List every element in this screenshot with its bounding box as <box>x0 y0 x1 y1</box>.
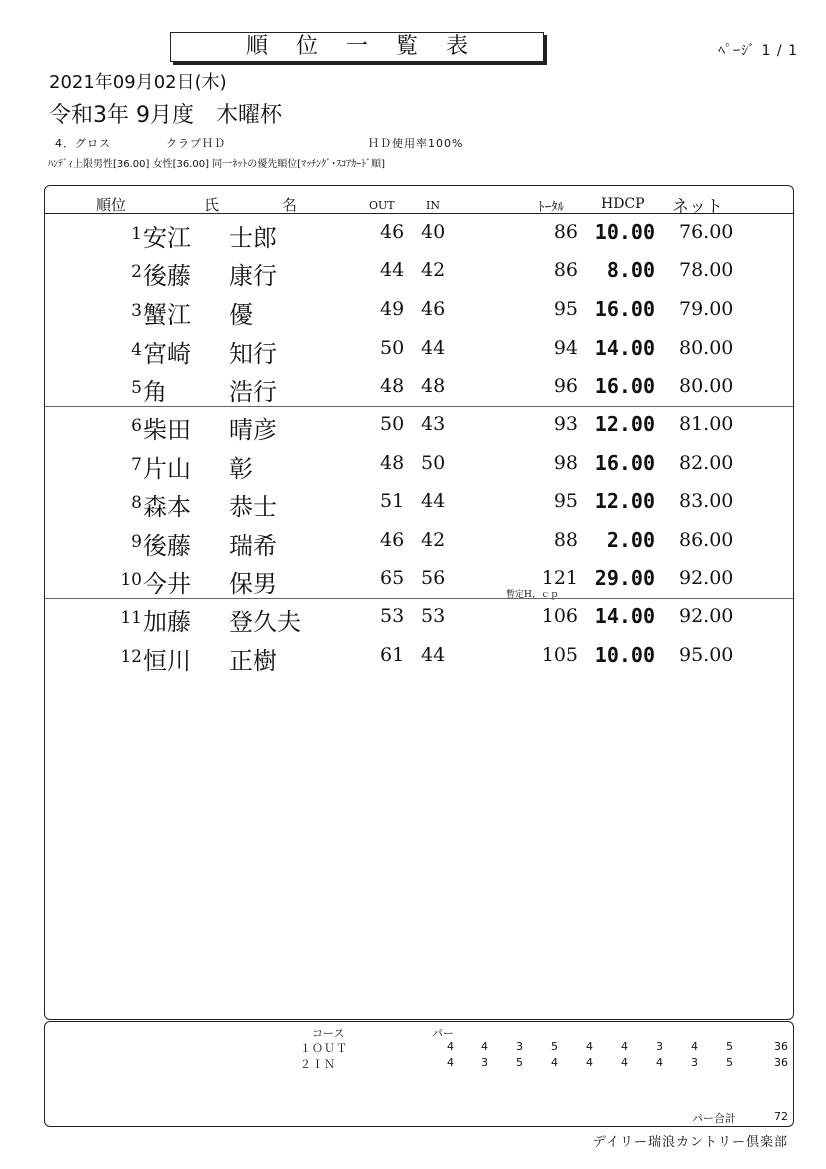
row-given-name: 瑞希 <box>229 532 277 560</box>
row-total-score: 95 <box>553 298 578 320</box>
row-total-score: 95 <box>553 490 578 512</box>
row-in-score: 44 <box>421 644 446 666</box>
row-net-score: 80.00 <box>679 375 734 397</box>
row-in-score: 48 <box>421 375 446 397</box>
club-name: デイリー瑞浪カントリー倶楽部 <box>592 1135 788 1150</box>
row-out-score: 50 <box>380 413 405 435</box>
category-label: 4．グロス <box>55 137 111 150</box>
hole-par: 3 <box>656 1040 663 1053</box>
row-hdcp: 16.00 <box>594 374 655 398</box>
row-family-name: 今井 <box>143 570 191 598</box>
row-total-score: 98 <box>553 452 578 474</box>
header-total: ﾄｰﾀﾙ <box>538 200 564 215</box>
row-net-score: 95.00 <box>679 644 734 666</box>
row-total-score: 106 <box>541 605 578 627</box>
event-name: 令和3年 9月度 木曜杯 <box>49 103 282 128</box>
hole-par: 4 <box>586 1056 593 1069</box>
club-hd-label: クラブＨＤ <box>166 137 226 150</box>
row-net-score: 80.00 <box>679 337 734 359</box>
row-hdcp: 12.00 <box>594 412 655 436</box>
hole-par: 5 <box>726 1056 733 1069</box>
row-out-score: 48 <box>380 375 405 397</box>
row-net-score: 92.00 <box>679 567 734 589</box>
row-out-score: 65 <box>380 567 405 589</box>
row-in-score: 42 <box>421 529 446 551</box>
row-in-score: 50 <box>421 452 446 474</box>
row-out-score: 51 <box>380 490 405 512</box>
hole-par: 4 <box>586 1040 593 1053</box>
group-divider <box>45 406 793 407</box>
course-name: ２ＩＮ <box>300 1058 336 1071</box>
row-net-score: 76.00 <box>679 221 734 243</box>
hole-par: 3 <box>516 1040 523 1053</box>
row-net-score: 81.00 <box>679 413 734 435</box>
row-net-score: 83.00 <box>679 490 734 512</box>
row-rank: 6 <box>131 416 142 436</box>
row-given-name: 知行 <box>229 340 277 368</box>
header-hdcp: HDCP <box>601 196 645 212</box>
hole-par: 4 <box>551 1056 558 1069</box>
row-total-score: 86 <box>553 259 578 281</box>
row-out-score: 53 <box>380 605 405 627</box>
hd-rate-label: ＨＤ使用率100% <box>368 137 464 150</box>
hole-par: 5 <box>551 1040 558 1053</box>
row-hdcp: 10.00 <box>594 643 655 667</box>
row-family-name: 角 <box>143 378 167 406</box>
row-given-name: 彰 <box>229 455 253 483</box>
row-net-score: 78.00 <box>679 259 734 281</box>
hole-par: 4 <box>691 1040 698 1053</box>
row-hdcp: 16.00 <box>594 297 655 321</box>
row-in-score: 42 <box>421 259 446 281</box>
row-in-score: 46 <box>421 298 446 320</box>
row-out-score: 48 <box>380 452 405 474</box>
header-in: IN <box>426 199 440 212</box>
row-rank: 8 <box>131 493 142 513</box>
hole-par: 5 <box>726 1040 733 1053</box>
row-rank: 1 <box>131 224 142 244</box>
hole-par: 4 <box>621 1040 628 1053</box>
group-divider <box>45 598 793 599</box>
page-number: ﾍﾟｰｼﾞ 1 / 1 <box>718 43 798 59</box>
row-net-score: 86.00 <box>679 529 734 551</box>
row-family-name: 後藤 <box>143 532 191 560</box>
row-net-score: 79.00 <box>679 298 734 320</box>
course-par-total: 36 <box>774 1056 788 1069</box>
row-rank: 5 <box>131 378 142 398</box>
row-family-name: 蟹江 <box>143 301 191 329</box>
row-total-score: 86 <box>553 221 578 243</box>
hole-par: 4 <box>447 1056 454 1069</box>
row-in-score: 53 <box>421 605 446 627</box>
row-total-score: 105 <box>541 644 578 666</box>
par-total-label: パー合計 <box>692 1112 736 1125</box>
course-par-total: 36 <box>774 1040 788 1053</box>
row-rank: 2 <box>131 262 142 282</box>
row-hdcp: 2.00 <box>606 528 655 552</box>
course-name: １ＯＵＴ <box>300 1042 348 1055</box>
row-rank: 10 <box>120 570 142 590</box>
row-in-score: 56 <box>421 567 446 589</box>
hole-par: 4 <box>621 1056 628 1069</box>
row-given-name: 士郎 <box>229 224 277 252</box>
row-total-score: 93 <box>553 413 578 435</box>
row-hdcp: 29.00 <box>594 566 655 590</box>
row-rank: 4 <box>131 340 142 360</box>
row-hdcp: 8.00 <box>606 258 655 282</box>
row-given-name: 晴彦 <box>229 416 277 444</box>
row-given-name: 保男 <box>229 570 277 598</box>
row-family-name: 柴田 <box>143 416 191 444</box>
row-out-score: 61 <box>380 644 405 666</box>
report-date: 2021年09月02日(木) <box>49 72 227 93</box>
hole-par: 3 <box>481 1056 488 1069</box>
row-net-score: 92.00 <box>679 605 734 627</box>
row-rank: 9 <box>131 532 142 552</box>
row-out-score: 49 <box>380 298 405 320</box>
row-total-score: 88 <box>553 529 578 551</box>
row-family-name: 森本 <box>143 493 191 521</box>
row-total-score: 94 <box>553 337 578 359</box>
row-in-score: 44 <box>421 337 446 359</box>
row-family-name: 加藤 <box>143 608 191 636</box>
hole-par: 4 <box>481 1040 488 1053</box>
row-hdcp: 14.00 <box>594 604 655 628</box>
row-given-name: 康行 <box>229 262 277 290</box>
header-rule <box>45 213 793 214</box>
row-given-name: 登久夫 <box>229 608 301 636</box>
row-family-name: 安江 <box>143 224 191 252</box>
row-rank: 11 <box>120 608 142 628</box>
row-family-name: 宮崎 <box>143 340 191 368</box>
row-rank: 3 <box>131 301 142 321</box>
row-total-score: 121 <box>541 567 578 589</box>
row-family-name: 片山 <box>143 455 191 483</box>
row-in-score: 43 <box>421 413 446 435</box>
row-note: 暫定H，ｃｐ <box>506 590 559 600</box>
row-rank: 7 <box>131 455 142 475</box>
row-total-score: 96 <box>553 375 578 397</box>
row-given-name: 優 <box>229 301 253 329</box>
par-label: パー <box>432 1027 454 1040</box>
header-name-given: 名 <box>282 196 298 214</box>
hole-par: 4 <box>656 1056 663 1069</box>
par-total-value: 72 <box>774 1110 788 1123</box>
row-given-name: 恭士 <box>229 493 277 521</box>
header-rank: 順位 <box>96 196 127 214</box>
row-net-score: 82.00 <box>679 452 734 474</box>
header-net: ネット <box>672 197 723 217</box>
hole-par: 4 <box>447 1040 454 1053</box>
row-out-score: 46 <box>380 221 405 243</box>
row-hdcp: 10.00 <box>594 220 655 244</box>
row-hdcp: 14.00 <box>594 336 655 360</box>
row-rank: 12 <box>120 647 142 667</box>
course-par-table <box>44 1021 794 1127</box>
hole-par: 3 <box>691 1056 698 1069</box>
row-hdcp: 12.00 <box>594 489 655 513</box>
header-name-family: 氏 <box>204 196 220 214</box>
header-out: OUT <box>369 199 395 212</box>
report-title: 順位一覧表 <box>170 32 544 62</box>
handicap-limit-note: ﾊﾝﾃﾞｨ上限男性[36.00] 女性[36.00] 同一ﾈｯﾄの優先順位[ﾏｯﾁﾝｸﾞ･ｽｺｱｶｰﾄﾞ順] <box>48 159 386 170</box>
hole-par: 5 <box>516 1056 523 1069</box>
row-family-name: 恒川 <box>143 647 191 675</box>
row-hdcp: 16.00 <box>594 451 655 475</box>
row-family-name: 後藤 <box>143 262 191 290</box>
row-out-score: 44 <box>380 259 405 281</box>
row-given-name: 正樹 <box>229 647 277 675</box>
row-out-score: 50 <box>380 337 405 359</box>
row-in-score: 40 <box>421 221 446 243</box>
row-given-name: 浩行 <box>229 378 277 406</box>
course-label: コース <box>312 1027 345 1040</box>
row-out-score: 46 <box>380 529 405 551</box>
row-in-score: 44 <box>421 490 446 512</box>
